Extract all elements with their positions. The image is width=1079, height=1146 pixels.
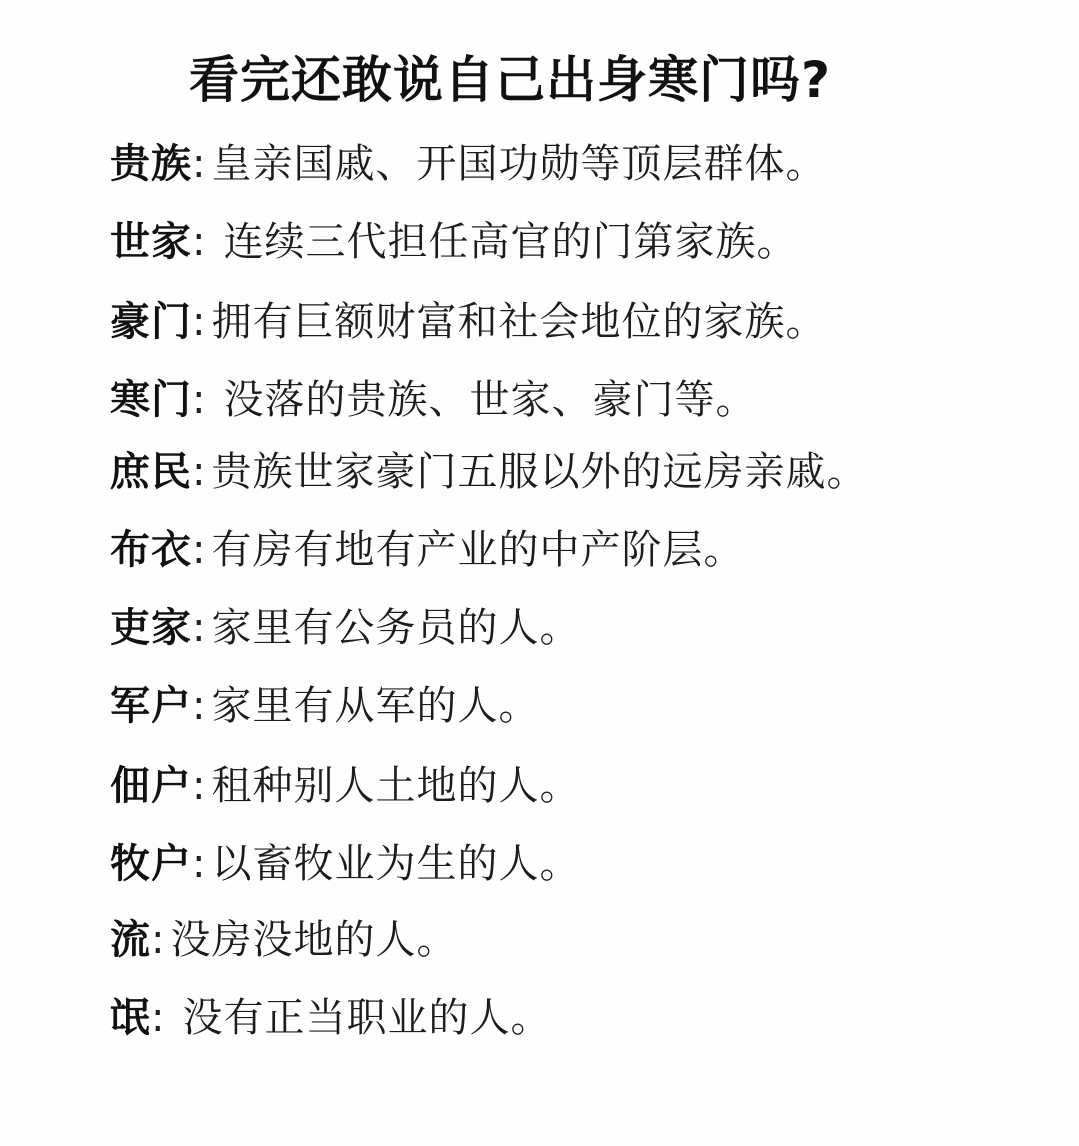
entry-description: 没房没地的人。 [170,917,458,963]
entry-shijia [110,216,797,268]
entry-term: 豪门 [110,299,192,345]
entry-separator: : [192,299,206,345]
entry-junhu [110,680,539,732]
entry-description: 没有正当职业的人。 [182,995,552,1041]
entry-mang [110,992,551,1044]
entry-separator: : [192,605,206,651]
entry-description: 有房有地有产业的中产阶层。 [211,527,745,573]
page-title: 看完还敢说自己出身寒门吗? [188,51,831,109]
entry-term: 流 [110,917,151,963]
entry-description: 皇亲国戚、开国功勋等顶层群体。 [211,141,827,187]
entry-buyi [110,524,744,576]
entry-description: 租种别人土地的人。 [211,763,581,809]
entry-description: 家里有公务员的人。 [211,605,581,651]
entry-term: 军户 [110,683,192,729]
entry-term: 寒门 [110,377,192,423]
entry-separator: : [192,449,206,495]
entry-description: 家里有从军的人。 [211,683,540,729]
entry-description: 连续三代担任高官的门第家族。 [223,219,798,265]
entry-separator: : [192,763,206,809]
entry-term: 氓 [110,995,151,1041]
entry-lijia [110,602,580,654]
entry-shumin [110,446,867,498]
entry-separator: : [192,683,206,729]
entry-description: 以畜牧业为生的人。 [211,841,581,887]
entry-muhu [110,838,580,890]
entry-term: 牧户 [110,841,192,887]
entry-term: 吏家 [110,605,192,651]
entry-guizu [110,138,826,190]
entry-separator: : [192,219,206,265]
entry-term: 庶民 [110,449,192,495]
entry-separator: : [192,527,206,573]
entry-separator: : [151,995,165,1041]
entry-separator: : [192,841,206,887]
entry-separator: : [151,917,165,963]
entry-separator: : [192,141,206,187]
entry-term: 布衣 [110,527,192,573]
entry-dianhu [110,760,580,812]
entry-description: 没落的贵族、世家、豪门等。 [223,377,757,423]
entry-term: 世家 [110,219,192,265]
entry-liu [110,914,457,966]
entry-haomen [110,296,826,348]
entry-term: 贵族 [110,141,192,187]
entry-description: 贵族世家豪门五服以外的远房亲戚。 [211,449,868,495]
entry-separator: : [192,377,206,423]
entry-hanmen [110,374,756,426]
entry-term: 佃户 [110,763,192,809]
entry-description: 拥有巨额财富和社会地位的家族。 [211,299,827,345]
